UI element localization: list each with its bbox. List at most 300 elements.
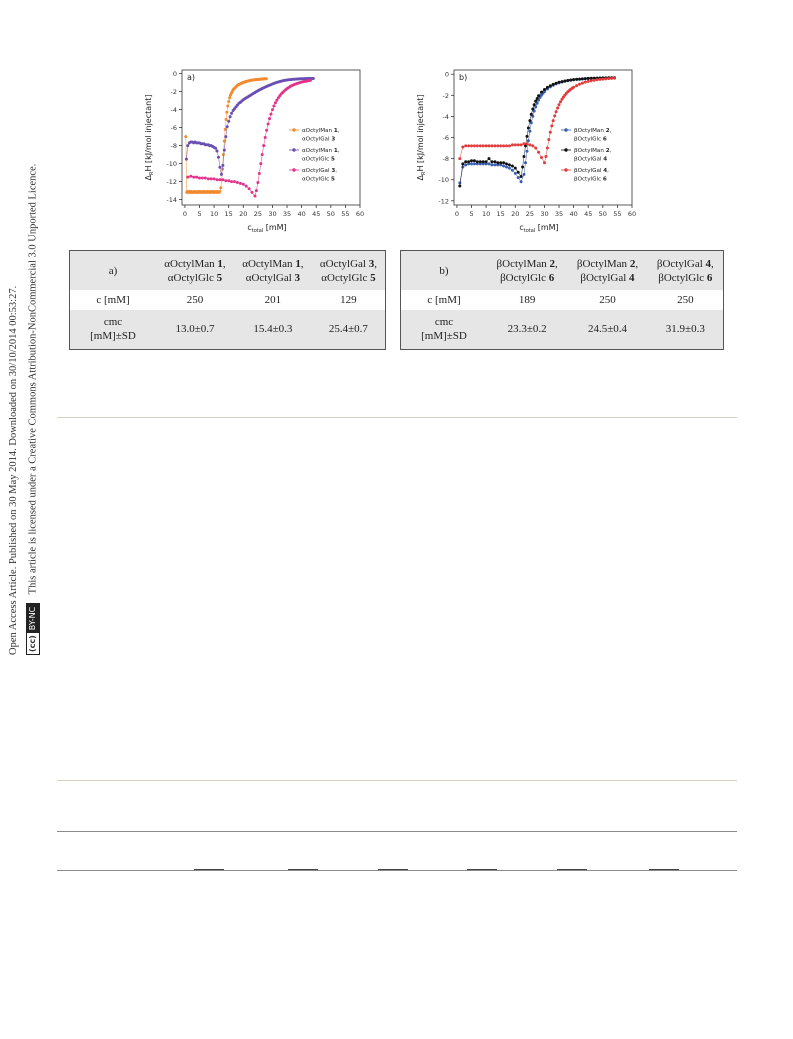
column-mark <box>288 869 318 870</box>
legend-label <box>302 128 340 134</box>
data-point <box>499 144 502 147</box>
data-point <box>233 180 236 183</box>
legend-text: αOctylGal <box>302 136 332 143</box>
x-tick-label: 55 <box>613 210 622 218</box>
data-point <box>552 83 555 86</box>
data-point <box>264 136 267 139</box>
table-b <box>400 250 724 350</box>
data-point <box>511 143 514 146</box>
data-point <box>470 162 473 165</box>
data-point <box>195 176 198 179</box>
legend-text: αOctylGlc <box>302 156 331 163</box>
data-point <box>227 100 230 103</box>
table-b-header-row <box>401 251 723 290</box>
data-point <box>505 144 508 147</box>
data-point <box>270 113 273 116</box>
legend <box>558 122 630 184</box>
x-tick-label: 0 <box>182 210 187 218</box>
table-b-cell: 250 <box>677 293 694 306</box>
x-tick-label: 10 <box>481 210 491 218</box>
data-point <box>476 144 479 147</box>
data-point <box>236 181 239 184</box>
table-b-cell: 24.5±0.4 <box>567 310 647 349</box>
data-point <box>496 161 499 164</box>
data-point <box>540 156 543 159</box>
data-point <box>596 78 599 81</box>
data-point <box>514 143 517 146</box>
data-point <box>464 163 467 166</box>
data-point <box>578 78 581 81</box>
table-a-cell: 15.4±0.3 <box>234 310 312 349</box>
data-point <box>488 162 491 165</box>
data-point <box>543 88 546 91</box>
y-label-sub: R <box>149 171 155 176</box>
data-point <box>458 157 461 160</box>
cc-license-badge[interactable] <box>26 603 40 655</box>
data-point <box>464 144 467 147</box>
legend-number: 1 <box>333 128 338 135</box>
legend-text: , <box>607 168 609 175</box>
data-point <box>274 101 277 104</box>
legend-number: 6 <box>602 136 607 143</box>
license-text[interactable]: This article is licensed under a Creative Commons Attribution-NonCommercial 3.0 Unported Licence. <box>27 163 39 595</box>
data-point <box>271 108 274 111</box>
data-point <box>531 144 534 147</box>
data-point <box>575 84 578 87</box>
legend-marker <box>564 148 567 151</box>
y-tick-label: -12 <box>438 197 449 206</box>
data-point <box>225 118 228 121</box>
legend-number: 2 <box>605 128 610 135</box>
data-point <box>261 153 264 156</box>
legend-number: 2 <box>605 148 610 155</box>
cc-icon: (cc) <box>28 635 37 652</box>
table-b-header-2: βOctylMan 2, βOctylGal 4 <box>567 251 647 290</box>
x-tick-label: 5 <box>197 210 202 218</box>
x-tick-label: 15 <box>496 210 505 218</box>
x-tick-label: 40 <box>569 210 578 218</box>
data-point <box>184 135 187 138</box>
data-point <box>265 77 268 80</box>
data-point <box>473 144 476 147</box>
data-point <box>561 80 564 83</box>
data-point <box>217 156 220 159</box>
data-point <box>524 161 527 164</box>
data-point <box>549 131 552 134</box>
data-point <box>230 112 233 115</box>
table-b-header-3: βOctylGal 4, βOctylGlc 6 <box>648 251 723 290</box>
data-point <box>186 176 189 179</box>
x-tick-label: 50 <box>598 210 607 218</box>
data-point <box>204 177 207 180</box>
data-point <box>490 163 493 166</box>
data-point <box>219 186 222 189</box>
table-a-cmc-label: cmc [mM]±SD <box>70 310 156 349</box>
data-point <box>490 144 493 147</box>
legend-label <box>574 157 607 163</box>
data-point <box>558 103 561 106</box>
published-text: Open Access Article. Published on 30 May 2014. Downloaded on 30/10/2014 00:53:27. <box>8 285 19 655</box>
data-point <box>502 144 505 147</box>
data-point <box>550 124 553 127</box>
legend-label <box>302 177 335 183</box>
legend-number: 4 <box>603 168 608 175</box>
data-point <box>262 144 265 147</box>
data-point <box>458 185 461 188</box>
data-point <box>526 142 529 145</box>
y-tick-label: -8 <box>170 142 177 151</box>
legend-number: 1 <box>333 148 338 155</box>
legend-number: 3 <box>331 168 336 175</box>
data-point <box>245 185 248 188</box>
data-point <box>251 191 254 194</box>
data-point <box>587 77 590 80</box>
data-point <box>575 78 578 81</box>
table-b-cell: 189 <box>518 293 536 306</box>
x-tick-label: 30 <box>268 210 277 218</box>
data-point <box>526 150 529 153</box>
data-point <box>555 110 558 113</box>
data-point <box>534 100 537 103</box>
published-line <box>8 286 19 655</box>
data-point <box>473 162 476 165</box>
section-divider <box>57 780 737 781</box>
data-point <box>496 144 499 147</box>
x-label-sub: total <box>523 228 536 234</box>
table-a-label: a) <box>70 251 156 290</box>
data-point <box>227 120 230 123</box>
x-tick-label: 30 <box>540 210 549 218</box>
data-point <box>227 179 230 182</box>
data-point <box>186 144 189 147</box>
legend-label <box>302 148 340 154</box>
y-label-main: Δ <box>144 175 153 181</box>
legend-number: 5 <box>330 156 335 163</box>
data-point <box>536 97 539 100</box>
data-point <box>555 82 558 85</box>
data-point <box>482 160 485 163</box>
data-point <box>533 103 536 106</box>
table-b-header-1: βOctylMan 2, βOctylGlc 6 <box>487 251 567 290</box>
table-b-row-c <box>401 290 723 310</box>
y-tick-label: -6 <box>442 134 449 142</box>
table-b-cell: 31.9±0.3 <box>648 310 723 349</box>
data-point <box>556 107 559 110</box>
data-point <box>220 173 223 176</box>
column-mark <box>378 869 408 870</box>
data-point <box>267 123 270 126</box>
y-tick-label: -14 <box>166 196 177 205</box>
data-point <box>265 129 268 132</box>
panel-label: b) <box>459 73 468 82</box>
legend-text: βOctylGlc <box>574 176 603 183</box>
legend-label <box>574 177 607 183</box>
table-a-header-1: αOctylMan 1, αOctylGlc 5 <box>156 251 234 290</box>
data-point <box>508 163 511 166</box>
data-point <box>531 108 534 111</box>
data-point <box>598 78 601 81</box>
data-point <box>581 77 584 80</box>
footer-rule <box>57 831 737 832</box>
legend-text: , <box>609 148 612 155</box>
data-point <box>559 100 562 103</box>
table-b-row-cmc <box>401 310 723 349</box>
table-a-header-row <box>70 251 385 290</box>
x-tick-label: 60 <box>627 210 637 218</box>
data-point <box>216 150 219 153</box>
data-point <box>479 160 482 163</box>
x-tick-label: 45 <box>584 210 593 218</box>
data-point <box>558 81 561 84</box>
data-point <box>214 147 217 150</box>
legend-text: βOctylMan <box>574 128 606 135</box>
x-tick-label: 35 <box>282 210 292 218</box>
y-tick-label: 0 <box>172 70 177 79</box>
legend-label <box>574 137 607 143</box>
table-b-label: b) <box>401 251 487 290</box>
data-point <box>584 81 587 84</box>
data-point <box>225 111 228 114</box>
legend-text: , <box>335 168 338 175</box>
legend-text: , <box>337 128 340 135</box>
x-tick-label: 55 <box>341 210 350 218</box>
section-divider <box>57 417 737 418</box>
data-point <box>254 195 257 198</box>
y-tick-label: -6 <box>170 124 177 133</box>
data-point <box>230 180 233 183</box>
legend-label <box>574 168 609 174</box>
data-point <box>601 78 604 81</box>
legend-label <box>574 148 612 154</box>
data-point <box>490 160 493 163</box>
data-point <box>610 77 613 80</box>
data-point <box>523 173 526 176</box>
data-point <box>511 165 514 168</box>
data-point <box>210 177 213 180</box>
column-mark <box>194 869 224 870</box>
x-tick-label: 60 <box>355 210 365 218</box>
x-label-sub: total <box>251 228 264 234</box>
data-point <box>537 94 540 97</box>
data-point <box>528 143 531 146</box>
data-point <box>467 144 470 147</box>
data-point <box>201 177 204 180</box>
data-point <box>549 84 552 87</box>
legend-number: 5 <box>330 176 335 183</box>
data-point <box>485 144 488 147</box>
data-point <box>517 171 520 174</box>
data-point <box>517 176 520 179</box>
x-tick-label: 0 <box>454 210 459 218</box>
data-point <box>508 144 511 147</box>
data-point <box>218 178 221 181</box>
legend-marker <box>564 128 567 131</box>
table-a-cell: 201 <box>264 293 282 306</box>
data-point <box>473 159 476 162</box>
x-tick-label: 40 <box>297 210 306 218</box>
data-point <box>268 117 271 120</box>
y-tick-label: -2 <box>442 91 449 100</box>
data-point <box>198 177 201 180</box>
data-point <box>222 153 225 156</box>
data-point <box>604 77 607 80</box>
data-point <box>523 142 526 145</box>
legend-marker <box>564 168 567 171</box>
panel-label: a) <box>187 73 196 82</box>
data-point <box>312 77 315 80</box>
data-point <box>540 91 543 94</box>
legend-text: βOctylGal <box>574 168 604 175</box>
data-point <box>544 155 547 158</box>
x-tick-label: 20 <box>239 210 248 218</box>
data-point <box>229 115 232 118</box>
data-point <box>528 119 531 122</box>
legend-marker <box>292 148 295 151</box>
table-a-cell: 13.0±0.7 <box>156 310 234 349</box>
y-tick-label: -10 <box>438 176 449 185</box>
data-point <box>508 167 511 170</box>
data-point <box>226 105 229 108</box>
data-point <box>207 177 210 180</box>
data-point <box>499 161 502 164</box>
data-point <box>493 160 496 163</box>
data-point <box>527 127 530 130</box>
data-point <box>520 180 523 183</box>
data-point <box>593 79 596 82</box>
data-point <box>520 143 523 146</box>
data-point <box>530 113 533 116</box>
legend-number: 3 <box>331 136 336 143</box>
data-point <box>248 187 251 190</box>
data-point <box>221 164 224 167</box>
license-sidebar <box>0 0 50 660</box>
legend-text: , <box>337 148 340 155</box>
data-point <box>224 179 227 182</box>
data-point <box>514 172 517 175</box>
license-line <box>26 164 40 655</box>
legend-label <box>302 137 335 143</box>
x-label-rest: [mM] <box>263 223 287 232</box>
data-point <box>221 178 224 181</box>
y-tick-label: -2 <box>170 88 177 97</box>
legend-text: αOctylMan <box>302 128 334 135</box>
by-nc-label: BY-NC <box>27 604 39 633</box>
data-point <box>218 190 221 193</box>
footer-rule <box>57 870 737 871</box>
x-axis-label <box>519 223 558 234</box>
data-point <box>256 181 259 184</box>
data-point <box>613 77 616 80</box>
data-point <box>505 166 508 169</box>
table-b-cmc-label: cmc [mM]±SD <box>401 310 487 349</box>
y-label-rest: H [kJ/mol injectant] <box>144 94 153 172</box>
data-point <box>461 146 464 149</box>
data-point <box>464 160 467 163</box>
data-point <box>479 144 482 147</box>
data-point <box>218 166 221 169</box>
table-a-row-cmc <box>70 310 385 349</box>
data-point <box>552 119 555 122</box>
data-point <box>546 86 549 89</box>
data-point <box>537 151 540 154</box>
data-point <box>470 159 473 162</box>
legend-text: βOctylGal <box>574 156 604 163</box>
data-point <box>485 160 488 163</box>
data-point <box>272 105 275 108</box>
data-point <box>543 161 546 164</box>
table-a-c-label: c [mM] <box>96 293 130 306</box>
legend-text: αOctylMan <box>302 148 334 155</box>
y-tick-label: -4 <box>170 106 177 115</box>
x-tick-label: 20 <box>511 210 520 218</box>
data-point <box>467 160 470 163</box>
data-point <box>511 169 514 172</box>
legend-label <box>302 168 337 174</box>
data-point <box>228 96 231 99</box>
data-point <box>488 157 491 160</box>
legend-text: βOctylGlc <box>574 136 603 143</box>
data-point <box>216 178 219 181</box>
data-point <box>527 139 530 142</box>
table-b-cell: 23.3±0.2 <box>487 310 567 349</box>
data-point <box>239 182 242 185</box>
data-point <box>572 78 575 81</box>
y-label-sub: R <box>421 171 427 176</box>
data-point <box>224 135 227 138</box>
data-point <box>563 80 566 83</box>
y-tick-label: -12 <box>166 178 177 187</box>
x-axis-label <box>247 223 286 234</box>
x-tick-label: 25 <box>525 210 535 218</box>
data-point <box>224 128 227 131</box>
data-point <box>309 79 312 82</box>
data-point <box>192 176 195 179</box>
data-point <box>488 144 491 147</box>
column-mark <box>467 869 497 870</box>
x-label-main: c <box>247 223 252 232</box>
data-point <box>526 135 529 138</box>
x-tick-label: 5 <box>469 210 474 218</box>
data-point <box>517 143 520 146</box>
data-point <box>521 166 524 169</box>
legend-label <box>574 128 612 134</box>
data-point <box>223 149 226 152</box>
data-point <box>547 138 550 141</box>
chart-a <box>138 64 368 234</box>
y-tick-label: -4 <box>442 112 449 121</box>
table-b-cell: 250 <box>599 293 616 306</box>
y-tick-label: -8 <box>442 155 449 164</box>
legend-number: 6 <box>602 176 607 183</box>
data-point <box>581 82 584 85</box>
data-point <box>546 147 549 150</box>
data-point <box>523 155 526 158</box>
data-point <box>505 162 508 165</box>
data-point <box>520 175 523 178</box>
chart-a-svg <box>138 64 368 234</box>
data-point <box>461 162 464 165</box>
data-point <box>578 83 581 86</box>
x-tick-label: 35 <box>554 210 564 218</box>
table-a-cell: 250 <box>186 293 204 306</box>
data-point <box>534 147 537 150</box>
legend-text: αOctylGlc <box>302 176 331 183</box>
legend-text: , <box>609 128 612 135</box>
x-tick-label: 15 <box>224 210 233 218</box>
y-label-rest: H [kJ/mol injectant] <box>416 94 425 172</box>
data-point <box>572 86 575 89</box>
x-label-main: c <box>519 223 524 232</box>
